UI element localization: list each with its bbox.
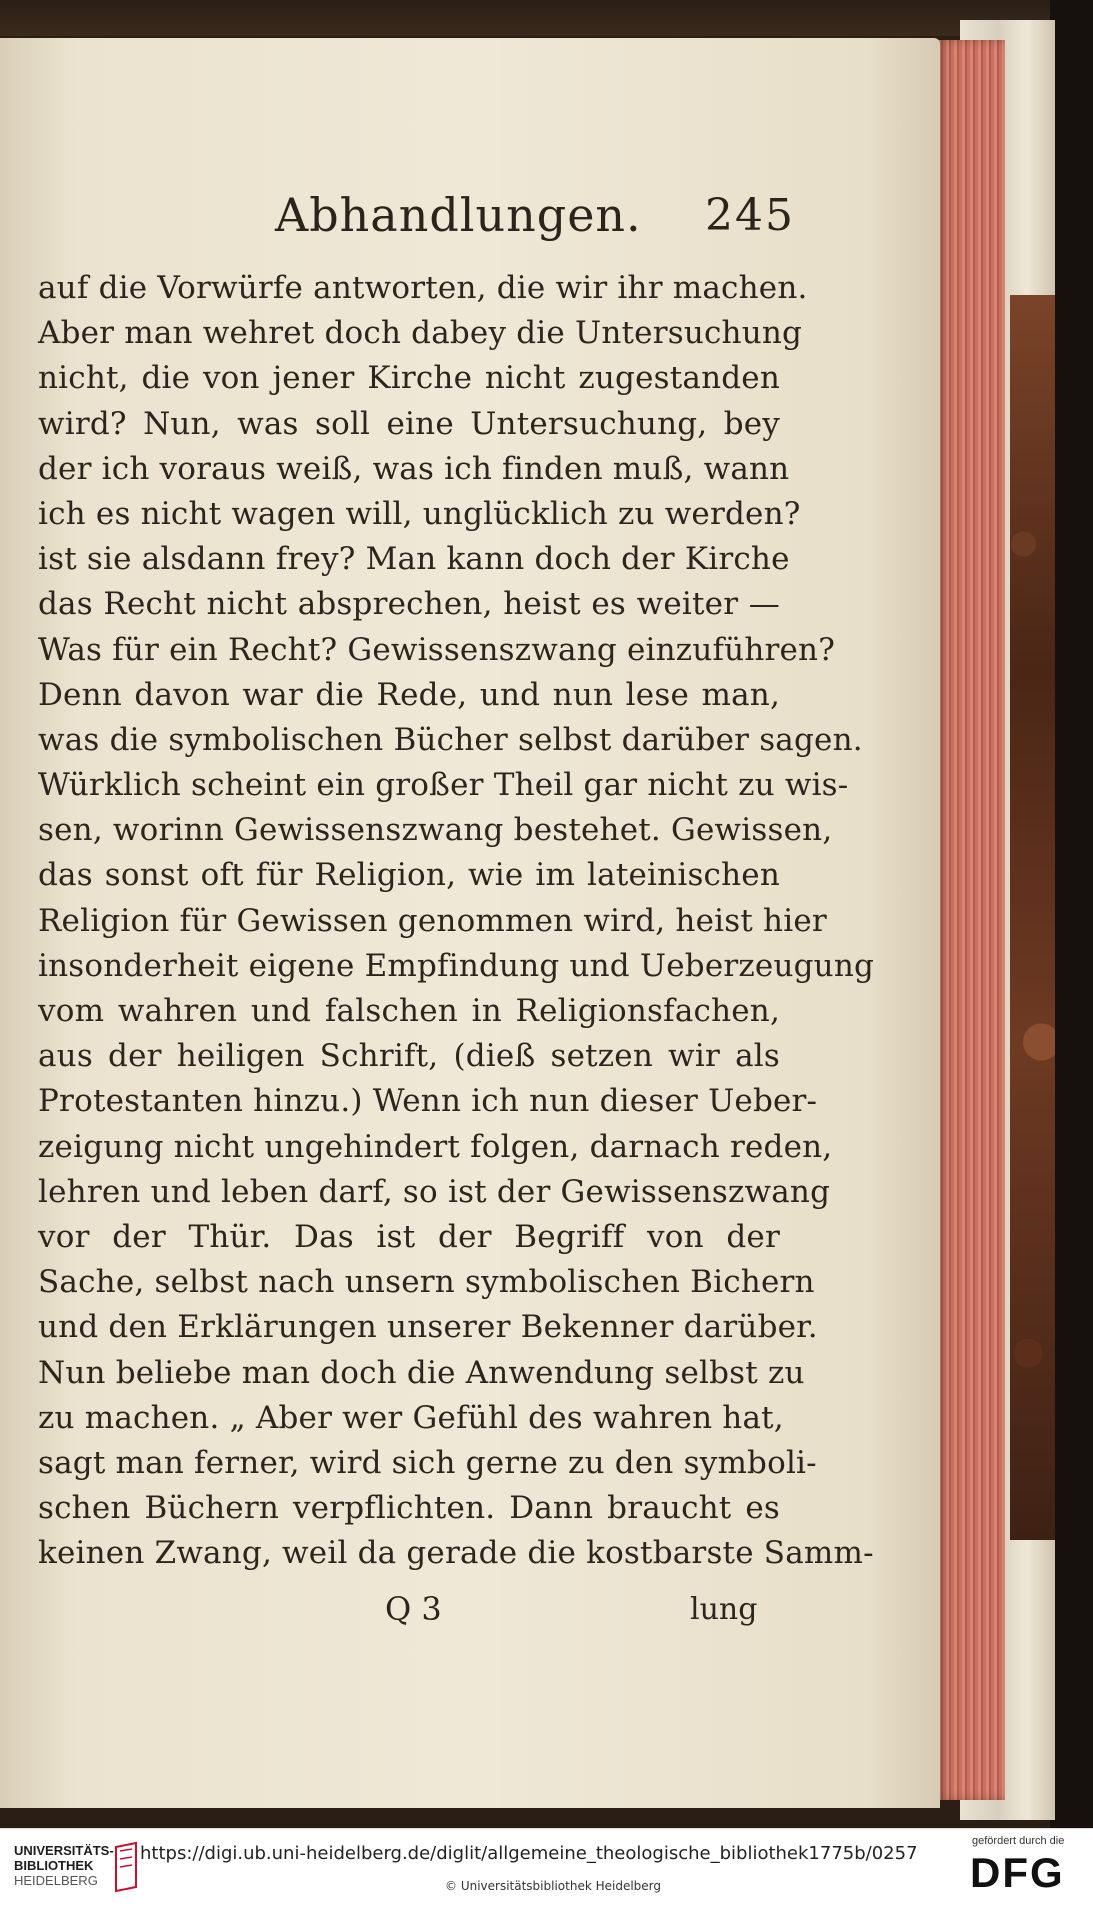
institution-logo[interactable]	[14, 1843, 124, 1888]
text-line: und den Erklärungen unserer Bekenner darüber.	[38, 1309, 818, 1346]
text-line: Denn davon war die Rede, und nun lese man,	[38, 676, 780, 713]
text-line: vor der Thür. Das ist der Begriff von der	[38, 1218, 780, 1255]
signature-mark: Q 3	[385, 1590, 442, 1628]
page-header	[0, 188, 940, 258]
catchword: lung	[690, 1592, 758, 1627]
text-line: zeigung nicht ungehindert folgen, darnach reden,	[38, 1128, 833, 1165]
red-fore-edge	[935, 40, 1005, 1800]
permalink-url[interactable]: https://digi.ub.uni-heidelberg.de/diglit/allgemeine_theologische_bibliothek1775b/0257	[140, 1843, 918, 1864]
text-line: das sonst oft für Religion, wie im lateinischen	[38, 857, 780, 894]
text-line: Würklich scheint ein großer Theil gar nicht zu wis-	[38, 767, 849, 804]
viewer-footer-bar	[0, 1828, 1093, 1906]
text-line: Sache, selbst nach unsern symbolischen Bichern	[38, 1264, 815, 1301]
text-line: vom wahren und falschen in Religionsfachen,	[38, 993, 780, 1029]
text-line: auf die Vorwürfe antworten, die wir ihr machen.	[38, 270, 808, 306]
text-line: was die symbolischen Bücher selbst darüber sagen.	[38, 721, 863, 758]
copyright-notice: © Universitätsbibliothek Heidelberg	[445, 1879, 662, 1893]
book-page	[0, 38, 940, 1808]
page-footer	[0, 1590, 940, 1640]
scan-backdrop-top	[0, 0, 1093, 36]
text-line: nicht, die von jener Kirche nicht zugestanden	[38, 360, 780, 397]
text-line: ich es nicht wagen will, unglücklich zu werden?	[38, 495, 801, 532]
page-number: 245	[705, 190, 795, 241]
dfg-logo[interactable]: DFG	[970, 1849, 1065, 1896]
institution-line: BIBLIOTHEK	[14, 1858, 94, 1873]
text-line: lehren und leben darf, so ist der Gewissenszwang	[38, 1173, 831, 1210]
text-line: Was für ein Recht? Gewissenszwang einzuführen?	[38, 631, 836, 668]
library-emblem-icon	[112, 1839, 142, 1895]
text-line: der ich voraus weiß, was ich finden muß, wann	[38, 450, 790, 487]
text-line: wird? Nun, was soll eine Untersuchung, bey	[38, 405, 780, 442]
text-line: zu machen. „ Aber wer Gefühl des wahren hat,	[38, 1399, 784, 1436]
scan-backdrop-right	[1050, 0, 1093, 1828]
text-line: schen Büchern verpflichten. Dann braucht es	[38, 1490, 780, 1527]
text-line: das Recht nicht absprechen, heist es weiter —	[38, 586, 780, 623]
running-head: Abhandlungen.	[275, 188, 642, 242]
text-line: Religion für Gewissen genommen wird, heist hier	[38, 902, 827, 939]
body-text	[38, 266, 875, 1576]
text-line: ist sie alsdann frey? Man kann doch der Kirche	[38, 541, 790, 578]
text-line: aus der heiligen Schrift, (dieß setzen wir als	[38, 1038, 780, 1075]
text-line: sagt man ferner, wird sich gerne zu den symboli-	[38, 1444, 817, 1481]
text-line: Protestanten hinzu.) Wenn ich nun dieser Ueber-	[38, 1083, 818, 1120]
funding-note: gefördert durch die	[972, 1835, 1065, 1847]
text-line: Aber man wehret doch dabey die Untersuchung	[38, 315, 803, 352]
text-line: keinen Zwang, weil da gerade die kostbarste Samm-	[38, 1535, 874, 1572]
text-line: insonderheit eigene Empfindung und Ueberzeugung	[38, 947, 875, 984]
text-line: Nun beliebe man doch die Anwendung selbst zu	[38, 1354, 805, 1391]
text-line: sen, worinn Gewissenszwang bestehet. Gewissen,	[38, 812, 833, 849]
marbled-cover	[1010, 295, 1055, 1540]
institution-line: UNIVERSITÄTS-	[14, 1843, 114, 1858]
institution-line: HEIDELBERG	[14, 1873, 98, 1888]
